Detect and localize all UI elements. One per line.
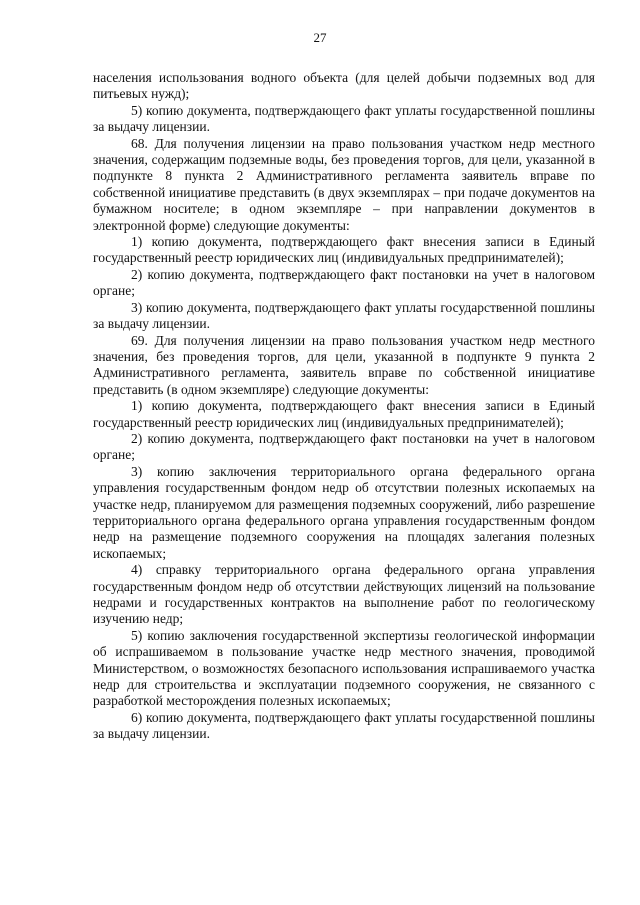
clause-69-item-6: 6) копию документа, подтверждающего факт уплаты государственной пошлины за выдачу лицензии. xyxy=(93,709,595,742)
clause-68-item-1: 1) копию документа, подтверждающего факт внесения записи в Единый государственный реестр юридических лиц (индивидуальных предпринимателей); xyxy=(93,234,595,266)
clause-68-item-2: 2) копию документа, подтверждающего факт постановки на учет в налоговом органе; xyxy=(93,266,595,299)
clause-68: 68. Для получения лицензии на право пользования участком недр местного значения, содержащим подземные воды, без проведения торгов, для цели, указанной в подпункте 8 пункта 2 Административного регламента заявитель вправе по собственной инициативе представить (в двух экземплярах – при подаче документов на бумажном носителе; в одном экземпляре – при направлении документов в электронной форме) следующие документы: xyxy=(93,135,595,233)
clause-68-item-3: 3) копию документа, подтверждающего факт уплаты государственной пошлины за выдачу лицензии. xyxy=(93,299,595,332)
clause-69-item-1: 1) копию документа, подтверждающего факт внесения записи в Единый государственный реестр юридических лиц (индивидуальных предпринимателей); xyxy=(93,398,595,430)
page-number: 27 xyxy=(313,30,327,45)
clause-69-item-4: 4) справку территориального органа федерального органа управления государственным фондом недр об отсутствии действующих лицензий на пользование недрами и государственных контрактов на выполнение работ по геологическому изучению недр; xyxy=(93,562,595,627)
list-item-5-fee-receipt: 5) копию документа, подтверждающего факт уплаты государственной пошлины за выдачу лицензии. xyxy=(93,102,595,135)
clause-69: 69. Для получения лицензии на право пользования участком недр местного значения, без проведения торгов, для цели, указанной в подпункте 9 пункта 2 Административного регламента, заявитель вправе по собственной инициативе представить (в одном экземпляре) следующие документы: xyxy=(93,332,595,397)
clause-69-item-3: 3) копию заключения территориального органа федерального органа управления государственным фондом недр об отсутствии полезных ископаемых на участке недр, планируемом для размещения подземных сооружений, либо разрешение территориального органа федерального органа управления государственным фондом недр на размещение подземного сооружения на площадях залегания полезных ископаемых; xyxy=(93,463,595,561)
document-body xyxy=(93,70,595,743)
clause-69-item-2: 2) копию документа, подтверждающего факт постановки на учет в налоговом органе; xyxy=(93,430,595,463)
clause-69-item-5: 5) копию заключения государственной экспертизы геологической информации об испрашиваемом в пользование участке недр местного значения, проводимой Министерством, о возможностях безопасного использования испрашиваемого участка недр для строительства и эксплуатации подземного сооружения, не связанного с разработкой месторождения полезных ископаемых; xyxy=(93,627,595,709)
paragraph-continuation: населения использования водного объекта (для целей добычи подземных вод для питьевых нужд); xyxy=(93,70,595,102)
